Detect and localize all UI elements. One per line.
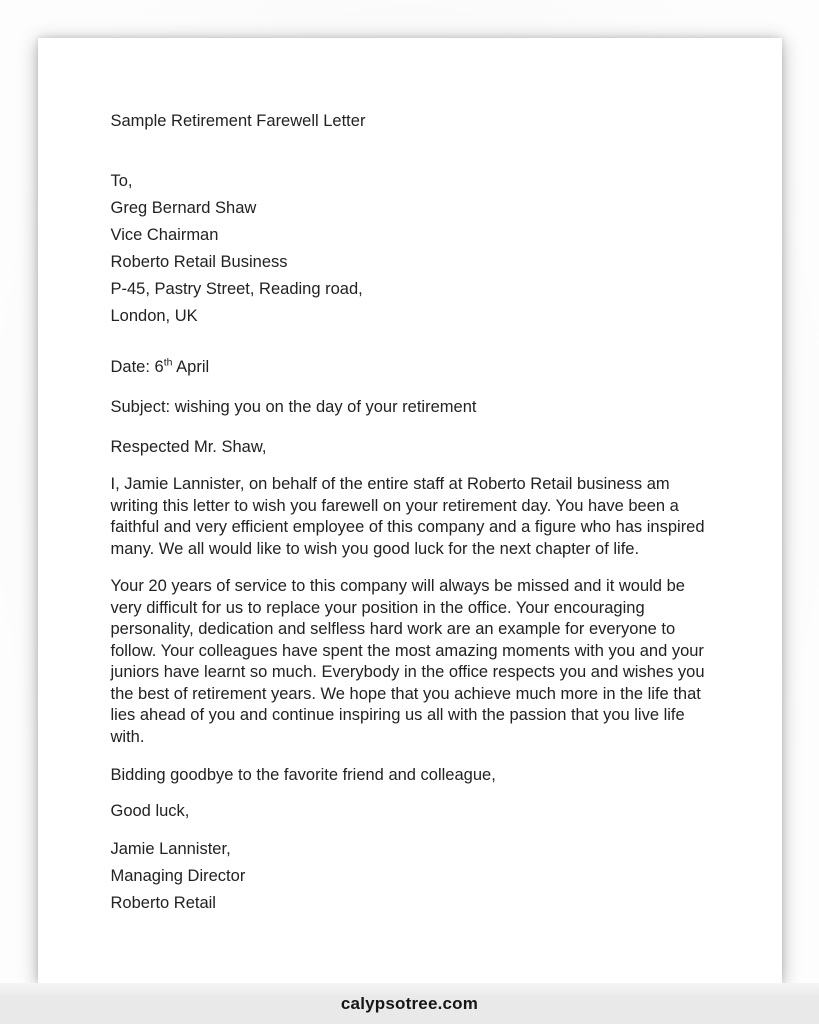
closing-line: Bidding goodbye to the favorite friend and colleague, — [110, 766, 496, 784]
recipient-street: P-45, Pastry Street, Reading road, — [110, 280, 363, 298]
recipient-role: Vice Chairman — [110, 226, 219, 244]
document-page — [38, 38, 782, 983]
signature-role: Managing Director — [110, 867, 246, 885]
date-text: Date: 6 — [110, 358, 164, 376]
farewell-line: Good luck, — [110, 802, 190, 820]
subject-line: Subject: wishing you on the day of your retirement — [110, 398, 477, 416]
recipient-block — [111, 168, 714, 330]
to-label: To, — [110, 172, 133, 190]
footer-bar — [0, 983, 819, 1024]
site-name: calypsotree.com — [340, 993, 479, 1013]
signature-block — [111, 836, 714, 917]
date-line — [111, 356, 714, 378]
signature-company: Roberto Retail — [110, 894, 216, 912]
date-month: April — [172, 358, 210, 376]
greeting-line: Respected Mr. Shaw, — [110, 438, 267, 456]
body-paragraph-2: Your 20 years of service to this company will always be missed and it would be very difficult for us to replace your position in the office. Your encouraging personality, dedication and selfless hard work are an example for everyone to follow. Your colleagues have spent the most amazing moments with you and your juniors have learnt so much. Everybody in the office respects you and wishes you the best of retirement years. We hope that you achieve much more in the life that lies ahead of you and continue inspiring us all with the passion that you live life with. — [110, 577, 705, 746]
signature-name: Jamie Lannister, — [110, 840, 231, 858]
letter-title: Sample Retirement Farewell Letter — [110, 112, 366, 130]
recipient-name: Greg Bernard Shaw — [110, 199, 257, 217]
recipient-company: Roberto Retail Business — [110, 253, 288, 271]
body-paragraph-1: I, Jamie Lannister, on behalf of the entire staff at Roberto Retail business am writing this letter to wish you farewell on your retirement day. You have been a faithful and very efficient employee of this company and a figure who has inspired many. We all would like to wish you good luck for the next chapter of life. — [110, 475, 705, 558]
recipient-city: London, UK — [110, 307, 198, 325]
date-ordinal-superscript: th — [163, 356, 173, 369]
